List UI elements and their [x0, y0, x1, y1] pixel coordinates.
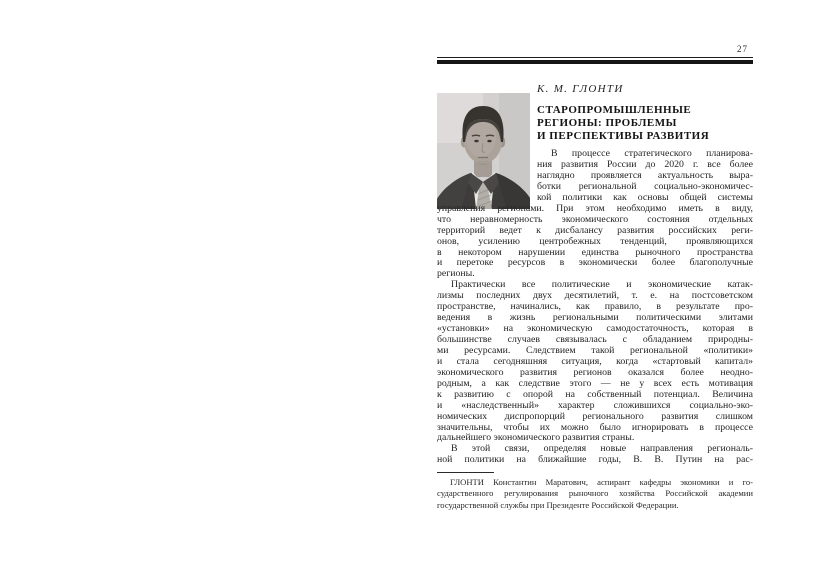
- footnote: [437, 477, 753, 511]
- text-line: Практически все политические и экономические катак-: [451, 280, 753, 291]
- body-text-column: [437, 204, 753, 467]
- header-rule: [437, 57, 753, 64]
- text-line: государственной службы при Президенте Российской Федерации.: [437, 499, 679, 510]
- page-number: 27: [737, 44, 748, 54]
- text-line: В процессе стратегического планирова-: [551, 149, 753, 159]
- text-line: онов, усилению центробежных тенденций, проявляющихся: [437, 236, 753, 247]
- text-line: территорий ведет к дисбалансу развития российских реги-: [437, 225, 753, 236]
- text-line: ботки региональной социально-экономичес-: [537, 181, 753, 192]
- text-line: значительны, чтобы их можно было игнорировать в процессе: [437, 422, 753, 433]
- text-line: большинстве случаев связывалась с обладанием природны-: [437, 335, 753, 346]
- author-name: К. М. ГЛОНТИ: [537, 83, 624, 95]
- text-line: ми ресурсами. Следствием такой региональной «политики»: [437, 345, 753, 356]
- body-paragraph-2: [437, 280, 753, 444]
- text-line: И ПЕРСПЕКТИВЫ РАЗВИТИЯ: [537, 130, 710, 142]
- body-paragraph-3: [437, 444, 753, 466]
- text-line: и перетоке ресурсов в экономически более благополучные: [437, 258, 753, 269]
- text-line: номических диспропорций регионального развития слишком: [437, 411, 753, 422]
- text-line: «установки» на экономическую самодостаточность, которая в: [437, 324, 753, 335]
- text-line: СТАРОПРОМЫШЛЕННЫЕ: [537, 104, 692, 116]
- text-line: ной политики на ближайшие годы, В. В. Путин на рас-: [437, 455, 753, 466]
- body-paragraph-1-continued: [437, 204, 753, 281]
- body-paragraph-1-wrapped: [537, 149, 753, 204]
- text-line: к развитию с опорой на собственный потенциал. Величина: [437, 389, 753, 400]
- text-line: наглядно проявляется актуальность выра-: [537, 170, 753, 181]
- text-line: ГЛОНТИ Константин Маратович, аспирант кафедры экономики и го-: [450, 477, 753, 487]
- text-line: пространстве, начинались, как правило, в результате про-: [437, 302, 753, 313]
- text-line: дальнейшего экономического развития страны.: [437, 433, 635, 444]
- author-photo: [437, 93, 530, 209]
- text-line: управления регионами. При этом необходимо иметь в виду,: [437, 203, 753, 214]
- text-line: В этой связи, определяя новые направления региональ-: [451, 444, 753, 455]
- text-line: что неравномерность экономического состояния отдельных: [437, 214, 753, 225]
- text-line: родным, а как следствие этого — не у всех есть мотивация: [437, 378, 753, 389]
- text-line: кой политики как основы общей системы: [537, 192, 753, 203]
- text-line: в некотором нарушении единства рыночного пространства: [437, 247, 753, 258]
- text-line: экономического развития регионов оказался более неодно-: [437, 367, 753, 378]
- text-line: и «наследственный» характер сложившихся социально-эко-: [437, 400, 753, 411]
- footnote-separator: [437, 472, 494, 473]
- portrait-illustration: [437, 93, 530, 209]
- text-line: регионы.: [437, 269, 475, 280]
- text-line: ведения в жизнь региональными политическими элитами: [437, 313, 753, 324]
- article-title: [537, 104, 757, 143]
- text-line: сударственного регулирования рыночного хозяйства Российской академии: [437, 488, 753, 499]
- text-line: ния развития России до 2020 г. все более: [537, 159, 753, 170]
- text-line: РЕГИОНЫ: ПРОБЛЕМЫ: [537, 117, 677, 129]
- text-line: лизмы последних двух десятилетий, т. е. на постсоветском: [437, 291, 753, 302]
- text-line: и стала сегодняшняя ситуация, когда «стартовый капитал»: [437, 356, 753, 367]
